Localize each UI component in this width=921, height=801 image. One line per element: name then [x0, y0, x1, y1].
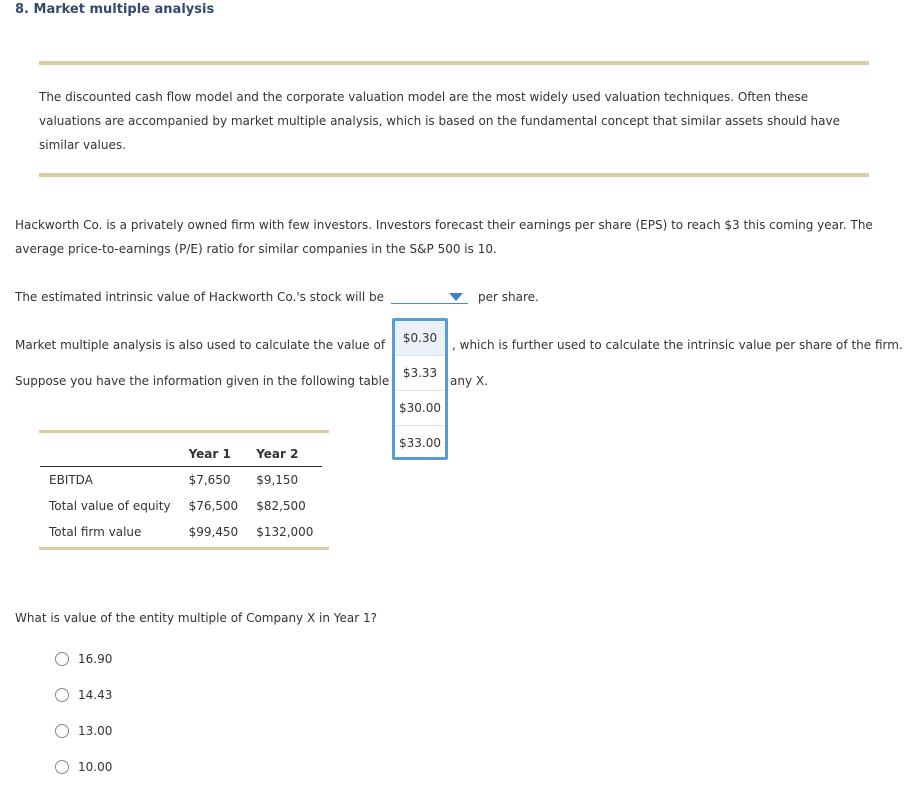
- paragraph-3-left: Suppose you have the information given in the following table: [15, 374, 390, 388]
- top-divider: [39, 61, 869, 65]
- table-cell: $99,450: [188, 525, 239, 539]
- table-bottom-rule: [39, 547, 329, 550]
- table-header: Year 1: [180, 442, 248, 467]
- radio-button[interactable]: [55, 688, 69, 702]
- question-2: What is value of the entity multiple of Company X in Year 1?: [15, 611, 377, 625]
- choice-label: 16.90: [78, 652, 113, 666]
- answer-choice[interactable]: [55, 652, 112, 666]
- answer-choice[interactable]: [55, 688, 112, 702]
- question-1-prefix: The estimated intrinsic value of Hackworth Co.'s stock will be: [15, 290, 384, 304]
- paragraph-2-left: Market multiple analysis is also used to calculate the value of: [15, 338, 386, 352]
- dropdown-option[interactable]: $0.30: [395, 321, 445, 356]
- choice-label: 13.00: [78, 724, 113, 738]
- intro-text: The discounted cash flow model and the corporate valuation model are the most widely used valuation techniques. Often these valuations are accompanied by market multiple analysis, which is based on the fundamental concept that similar assets should have similar values.: [39, 90, 840, 152]
- table-cell: $132,000: [256, 525, 314, 539]
- dropdown-arrow-icon[interactable]: [449, 293, 463, 301]
- table-cell: $7,650: [188, 473, 231, 487]
- radio-button[interactable]: [55, 724, 69, 738]
- bottom-divider: [39, 173, 869, 177]
- table-cell: EBITDA: [49, 473, 93, 487]
- dropdown-menu[interactable]: [392, 318, 448, 460]
- dropdown-option[interactable]: $33.00: [399, 436, 441, 450]
- table-row: [40, 519, 322, 545]
- answer-choice[interactable]: [55, 724, 112, 738]
- table-cell: Total firm value: [49, 525, 142, 539]
- table-cell: $9,150: [256, 473, 299, 487]
- choice-label: 10.00: [78, 760, 113, 774]
- table-header: Year 2: [247, 442, 322, 467]
- table-top-rule: [39, 430, 329, 433]
- table-header: [40, 442, 180, 467]
- financial-table: [40, 442, 322, 545]
- page-title: 8. Market multiple analysis: [15, 2, 215, 17]
- table-header-row: [40, 442, 322, 467]
- table-cell: $76,500: [188, 499, 239, 513]
- radio-button[interactable]: [55, 652, 69, 666]
- choice-label: 14.43: [78, 688, 113, 702]
- dropdown-option[interactable]: $3.33: [395, 356, 445, 391]
- question-1-suffix: per share.: [478, 290, 539, 304]
- table-row: [40, 467, 322, 494]
- table-cell: $82,500: [256, 499, 306, 513]
- paragraph-3-right: any X.: [450, 374, 488, 388]
- dropdown-field[interactable]: [391, 303, 468, 304]
- dropdown-option[interactable]: $30.00: [395, 391, 445, 426]
- radio-button[interactable]: [55, 760, 69, 774]
- table-cell: Total value of equity: [49, 499, 171, 513]
- answer-choice[interactable]: [55, 760, 112, 774]
- paragraph-2-right: , which is further used to calculate the intrinsic value per share of the firm.: [452, 338, 903, 352]
- table-row: [40, 493, 322, 519]
- problem-paragraph: Hackworth Co. is a privately owned firm with few investors. Investors forecast their earnings per share (EPS) to reach $3 this coming year. The average price-to-earnings (P/E) ratio for similar companies in the S&P 500 is 10.: [15, 218, 873, 256]
